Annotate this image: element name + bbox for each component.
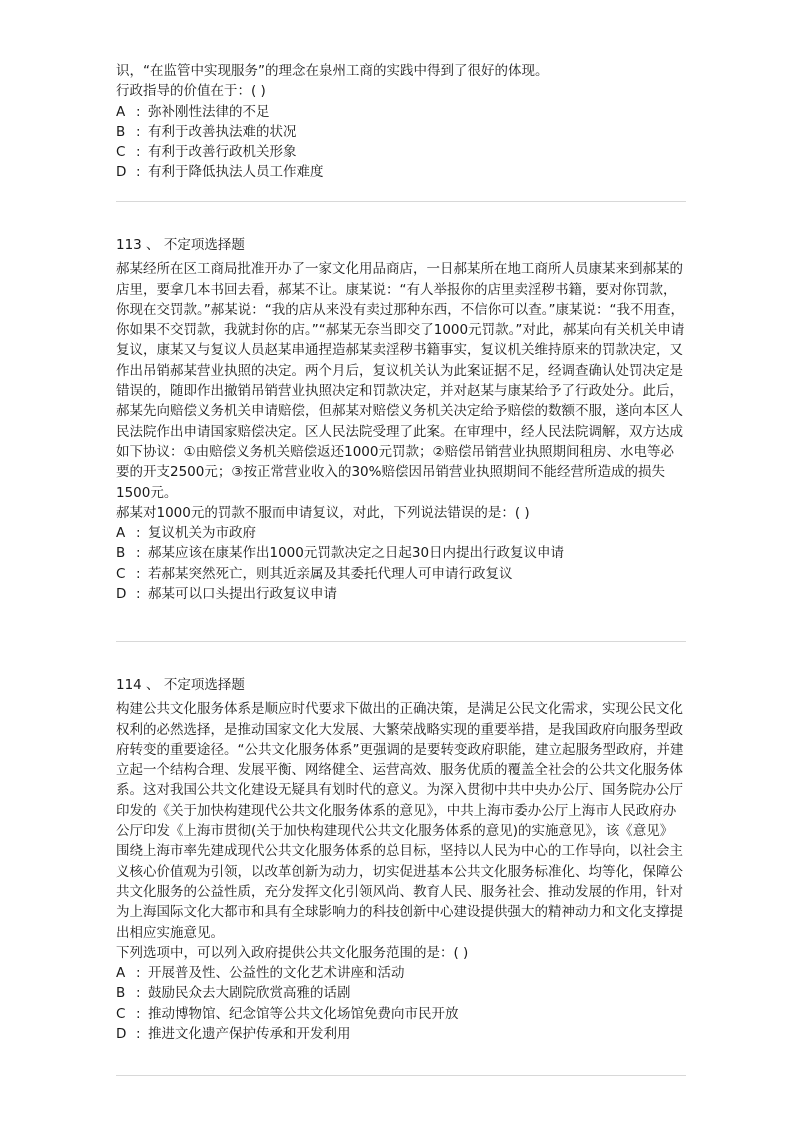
question-stem: 下列选项中，可以列入政府提供公共文化服务范围的是：( ) (116, 944, 469, 961)
option-list (116, 523, 686, 604)
question-body: 郝某经所在区工商局批准开办了一家文化用品商店，一日郝某所在地工商所人员康某来到郝某的店里，要拿几本书回去看，郝某不让。康某说：“有人举报你的店里卖淫秽书籍，要对你罚款，你现在交罚款。”郝某说：“我的店从来没有卖过那种东西，不信你可以查。”康某说：“我不用查，你如果不交罚款，我就封你的店。”“郝某无奈当即交了1000元罚款。”对此，郝某向有关机关申请复议，康某又与复议人员赵某串通捏造郝某卖淫秽书籍事实，复议机关维持原来的罚款决定，又作出吊销郝某营业执照的决定。两个月后，复议机关认为此案证据不足，经调查确认处罚决定是错误的，随即作出撤销吊销营业执照决定和罚款决定，并对赵某与康某给予了行政处分。此后，郝某先向赔偿义务机关申请赔偿，但郝某对赔偿义务机关决定给予赔偿的数额不服，遂向本区人民法院作出申请国家赔偿决定。区人民法院受理了此案。在审理中，经人民法院调解，双方达成如下协议：①由赔偿义务机关赔偿返还1000元罚款；②赔偿吊销营业执照期间租房、水电等必要的开支2500元；③按正常营业收入的30%赔偿因吊销营业执照期间不能经营所造成的损失1500元。 (116, 261, 685, 501)
question-header: 114 、 不定项选择题 (116, 677, 245, 693)
continuation-text: 识，“在监管中实现服务”的理念在泉州工商的实践中得到了很好的体现。 (116, 63, 549, 79)
option-b[interactable]: B : 有利于改善执法难的状况 (116, 123, 297, 140)
question-113 (116, 235, 686, 604)
option-list (116, 963, 686, 1044)
option-a[interactable]: A : 开展普及性、公益性的文化艺术讲座和活动 (116, 965, 405, 982)
option-a[interactable]: A : 复议机关为市政府 (116, 525, 256, 542)
option-d[interactable]: D : 推进文化遗产保护传承和开发利用 (116, 1026, 351, 1043)
option-d[interactable]: D : 有利于降低执法人员工作难度 (116, 164, 324, 181)
question-stem: 行政指导的价值在于：( ) (116, 83, 266, 100)
option-c[interactable]: C : 若郝某突然死亡，则其近亲属及其委托代理人可申请行政复议 (116, 565, 513, 582)
option-list (116, 102, 686, 183)
option-c[interactable]: C : 有利于改善行政机关形象 (116, 144, 297, 161)
section-divider (116, 201, 686, 202)
question-114 (116, 675, 686, 1044)
option-a[interactable]: A : 弥补刚性法律的不足 (116, 103, 270, 120)
section-divider (116, 641, 686, 642)
question-header: 113 、 不定项选择题 (116, 237, 245, 253)
question-body: 构建公共文化服务体系是顺应时代要求下做出的正确决策，是满足公民文化需求，实现公民文化权利的必然选择，是推动国家文化大发展、大繁荣战略实现的重要举措，是我国政府向服务型政府转变的重要途径。“公共文化服务体系”更强调的是要转变政府职能，建立起服务型政府，并建立起一个结构合理、发展平衡、网络健全、运营高效、服务优质的覆盖全社会的公共文化服务体系。这对我国公共文化建设无疑具有划时代的意义。为深入贯彻中共中央办公厅、国务院办公厅印发的《关于加快构建现代公共文化服务体系的意见》，中共上海市委办公厅上海市人民政府办公厅印发《上海市贯彻(关于加快构建现代公共文化服务体系的意见)的实施意见》，该《意见》围绕上海市率先建成现代公共文化服务体系的总目标，坚持以人民为中心的工作导向，以社会主义核心价值观为引领，以改革创新为动力，切实促进基本公共文化服务标准化、均等化，保障公共文化服务的公益性质，充分发挥文化引领风尚、教育人民、服务社会、推动发展的作用，针对为上海国际文化大都市和具有全球影响力的科技创新中心建设提供强大的精神动力和文化支撑提出相应实施意见。 (116, 701, 684, 941)
option-b[interactable]: B : 郝某应该在康某作出1000元罚款决定之日起30日内提出行政复议申请 (116, 545, 565, 562)
question-stem: 郝某对1000元的罚款不服而申请复议，对此，下列说法错误的是：( ) (116, 504, 530, 521)
option-b[interactable]: B : 鼓励民众去大剧院欣赏高雅的话剧 (116, 985, 351, 1002)
section-divider (116, 1075, 686, 1076)
question-112-tail (116, 61, 686, 183)
option-d[interactable]: D : 郝某可以口头提出行政复议申请 (116, 586, 337, 603)
option-c[interactable]: C : 推动博物馆、纪念馆等公共文化场馆免费向市民开放 (116, 1005, 459, 1022)
